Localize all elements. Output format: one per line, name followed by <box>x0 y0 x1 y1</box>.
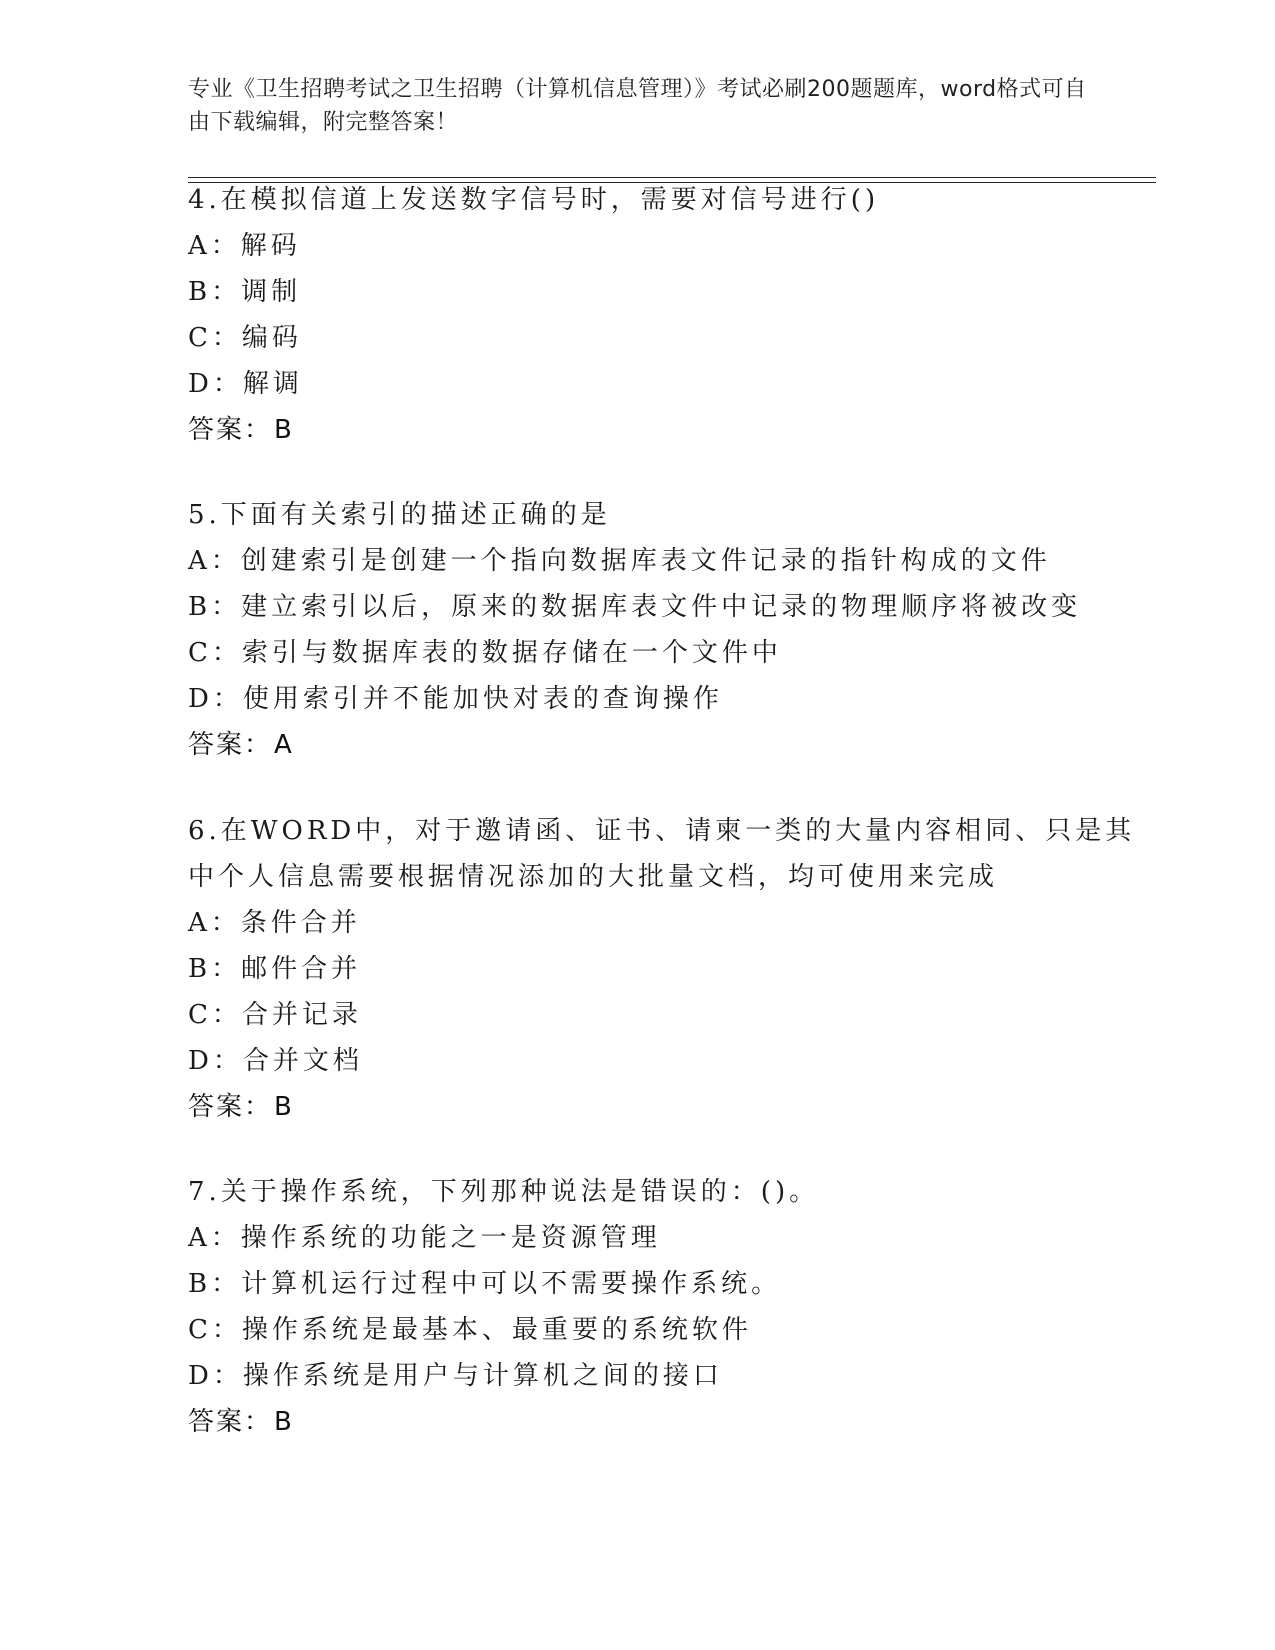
option-c: C：编码 <box>188 323 302 353</box>
question-block <box>188 1169 1148 1445</box>
answer-value: B <box>274 1407 294 1437</box>
option-b: B：计算机运行过程中可以不需要操作系统。 <box>188 1269 782 1299</box>
option-c: C：索引与数据库表的数据存储在一个文件中 <box>188 638 782 668</box>
option-c: C：合并记录 <box>188 1000 362 1030</box>
option-b: B：邮件合并 <box>188 954 362 984</box>
option-d: D：使用索引并不能加快对表的查询操作 <box>188 684 723 714</box>
answer-line <box>188 1084 1148 1130</box>
question-text: 6.在WORD中，对于邀请函、证书、请柬一类的大量内容相同、只是其中个人信息需要根据情况添加的大批量文档，均可使用来完成 <box>188 816 1136 892</box>
option-d: D：操作系统是用户与计算机之间的接口 <box>188 1361 723 1391</box>
option-d: D：解调 <box>188 369 303 399</box>
question-text: 4.在模拟信道上发送数字信号时，需要对信号进行() <box>188 185 880 215</box>
answer-label: 答案： <box>188 1092 273 1122</box>
question-block <box>188 177 1148 453</box>
answer-label: 答案： <box>188 730 273 760</box>
answer-value: B <box>274 1092 294 1122</box>
option-a: A：条件合并 <box>188 908 361 938</box>
answer-line <box>188 722 1148 768</box>
option-b: B：调制 <box>188 277 302 307</box>
option-a: A：创建索引是创建一个指向数据库表文件记录的指针构成的文件 <box>188 546 1051 576</box>
answer-label: 答案： <box>188 415 273 445</box>
answer-line <box>188 1399 1148 1445</box>
option-a: A：解码 <box>188 231 301 261</box>
question-text: 7.关于操作系统，下列那种说法是错误的：()。 <box>188 1177 820 1207</box>
option-a: A：操作系统的功能之一是资源管理 <box>188 1223 661 1253</box>
answer-value: A <box>274 730 294 760</box>
question-block <box>188 808 1148 1130</box>
option-b: B：建立索引以后，原来的数据库表文件中记录的物理顺序将被改变 <box>188 592 1082 622</box>
document-header: 专业《卫生招聘考试之卫生招聘（计算机信息管理）》考试必刷200题题库，word格式可自由下载编辑，附完整答案！ <box>188 77 1087 135</box>
question-text: 5.下面有关索引的描述正确的是 <box>188 500 611 530</box>
option-d: D：合并文档 <box>188 1046 363 1076</box>
answer-label: 答案： <box>188 1407 273 1437</box>
question-block <box>188 492 1148 768</box>
option-c: C：操作系统是最基本、最重要的系统软件 <box>188 1315 752 1345</box>
answer-line <box>188 407 1148 453</box>
answer-value: B <box>274 415 294 445</box>
